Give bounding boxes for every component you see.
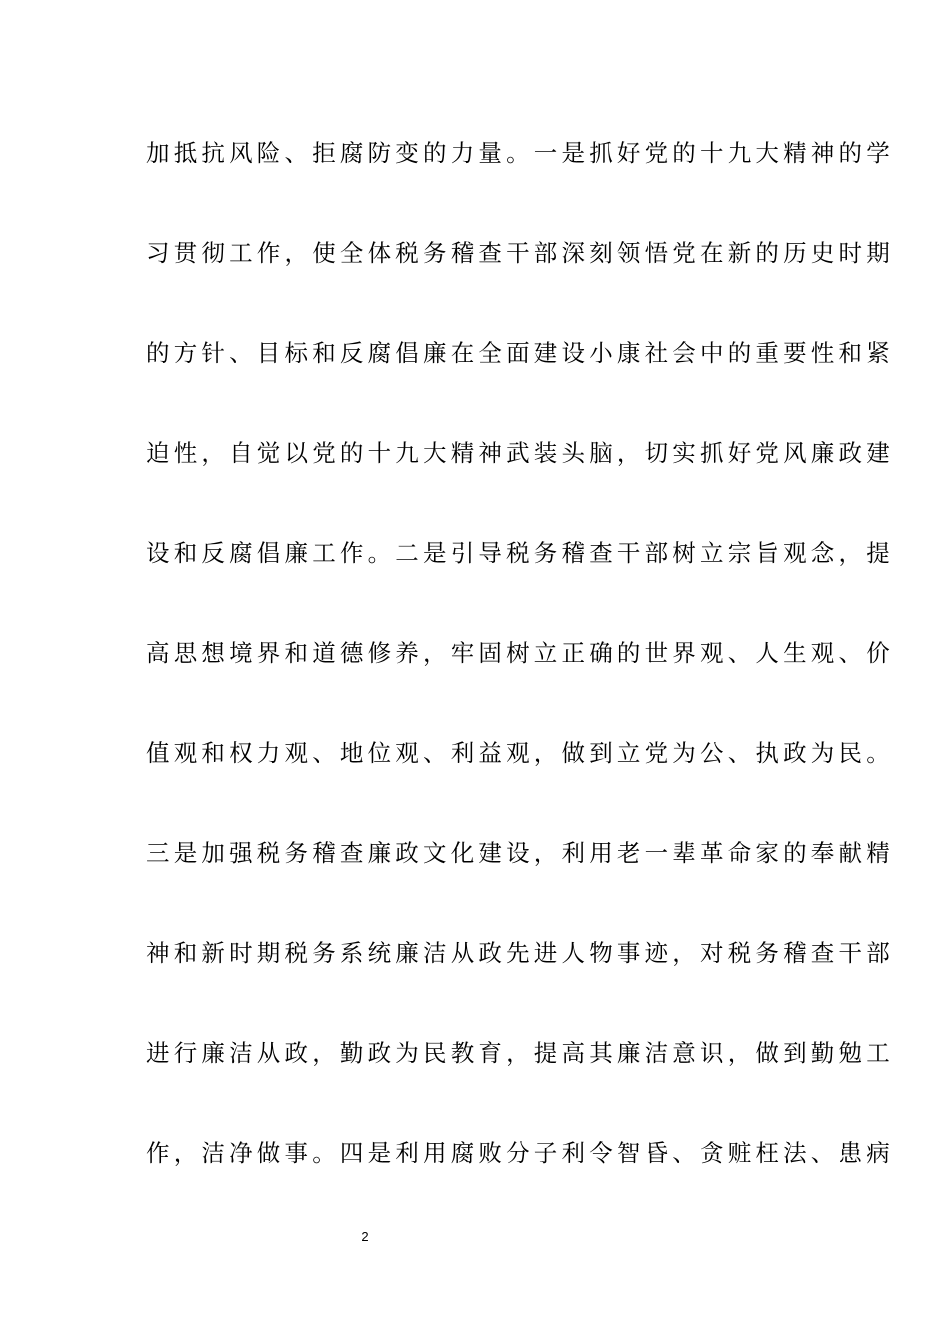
text-line-11: 作，洁净做事。四是利用腐败分子利令智昏、贪赃枉法、患病: [146, 1139, 894, 1167]
text-line-9: 神和新时期税务系统廉洁从政先进人物事迹，对税务稽查干部: [146, 939, 894, 967]
text-line-3: 的方针、目标和反腐倡廉在全面建设小康社会中的重要性和紧: [146, 339, 894, 367]
text-line-10: 进行廉洁从政，勤政为民教育，提高其廉洁意识，做到勤勉工: [146, 1039, 894, 1067]
page-number: 2: [361, 1229, 369, 1244]
text-line-8: 三是加强税务稽查廉政文化建设，利用老一辈革命家的奉献精: [146, 839, 894, 867]
text-line-7: 值观和权力观、地位观、利益观，做到立党为公、执政为民。: [146, 739, 894, 767]
text-line-5: 设和反腐倡廉工作。二是引导税务稽查干部树立宗旨观念，提: [146, 539, 894, 567]
text-line-2: 习贯彻工作，使全体税务稽查干部深刻领悟党在新的历史时期: [146, 239, 894, 267]
text-line-1: 加抵抗风险、拒腐防变的力量。一是抓好党的十九大精神的学: [146, 139, 894, 167]
body-text: [146, 130, 894, 1176]
text-line-6: 高思想境界和道德修养，牢固树立正确的世界观、人生观、价: [146, 639, 894, 667]
text-line-4: 迫性，自觉以党的十九大精神武装头脑，切实抓好党风廉政建: [146, 439, 894, 467]
